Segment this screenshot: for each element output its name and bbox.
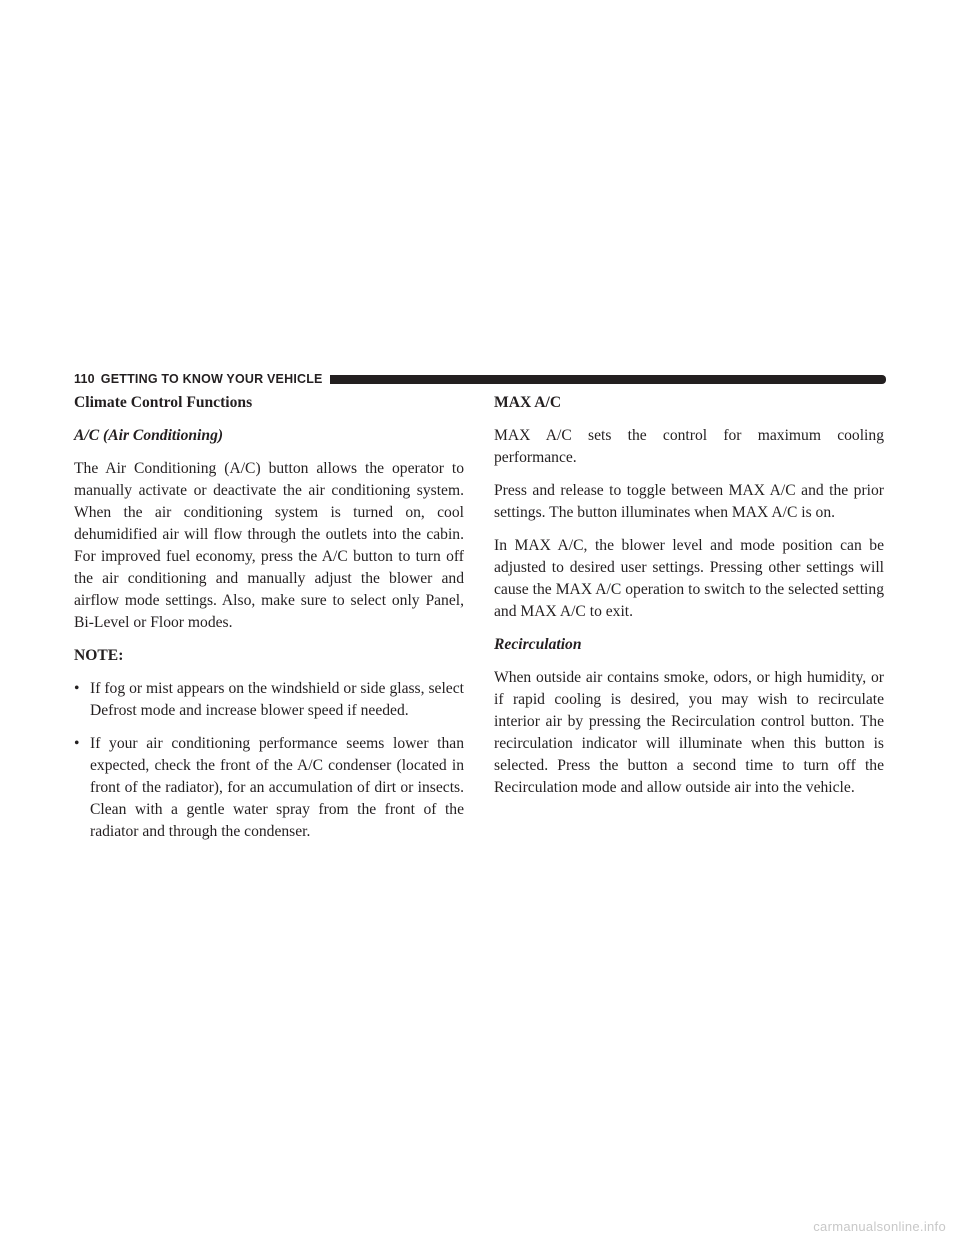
recirculation-subheading: Recirculation <box>494 636 582 653</box>
watermark: carmanualsonline.info <box>813 1219 946 1234</box>
max-ac-paragraph: In MAX A/C, the blower level and mode position can be adjusted to desired user settings. Pressing other settings will cause the MAX A/C operation to switch to the selected setting and MAX A/C to exit. <box>494 537 884 620</box>
page-header <box>74 371 886 387</box>
note-list <box>74 678 464 843</box>
climate-control-heading: Climate Control Functions <box>74 394 253 411</box>
note-item-text: If your air conditioning performance seems lower than expected, check the front of the A/C condenser (located in front of the radiator), for an accumulation of dirt or insects. Clean with a gentle water spray from the front of the radiator and through the condenser. <box>90 735 464 840</box>
note-item <box>74 733 464 843</box>
left-column <box>74 392 464 854</box>
section-title: GETTING TO KNOW YOUR VEHICLE <box>100 372 323 386</box>
note-label: NOTE: <box>74 647 124 664</box>
right-column <box>494 392 884 810</box>
ac-subheading: A/C (Air Conditioning) <box>74 427 224 444</box>
recirculation-paragraph: When outside air contains smoke, odors, or high humidity, or if rapid cooling is desired, you may wish to recirculate interior air by pressing the Recirculation control button. The recirculation indicator will illuminate when this button is selected. Press the button a second time to turn off the Recirculation mode and allow outside air into the vehicle. <box>494 669 884 796</box>
max-ac-paragraph: MAX A/C sets the control for maximum cooling performance. <box>494 427 884 466</box>
note-item-text: If fog or mist appears on the windshield or side glass, select Defrost mode and increase blower speed if needed. <box>90 680 464 719</box>
page-number: 110 <box>74 372 95 386</box>
max-ac-heading: MAX A/C <box>494 394 562 411</box>
ac-paragraph: The Air Conditioning (A/C) button allows the operator to manually activate or deactivate the air conditioning system. When the air conditioning system is turned on, cool dehumidified air will flow through the outlets into the cabin. For improved fuel economy, press the A/C button to turn off the air conditioning and manually adjust the blower and airflow mode settings. Also, make sure to select only Panel, Bi-Level or Floor modes. <box>74 460 464 631</box>
bullet-icon: • <box>74 680 80 697</box>
header-rule <box>330 375 886 384</box>
note-item <box>74 678 464 722</box>
max-ac-paragraph: Press and release to toggle between MAX A/C and the prior settings. The button illuminates when MAX A/C is on. <box>494 482 884 521</box>
bullet-icon: • <box>74 735 80 752</box>
